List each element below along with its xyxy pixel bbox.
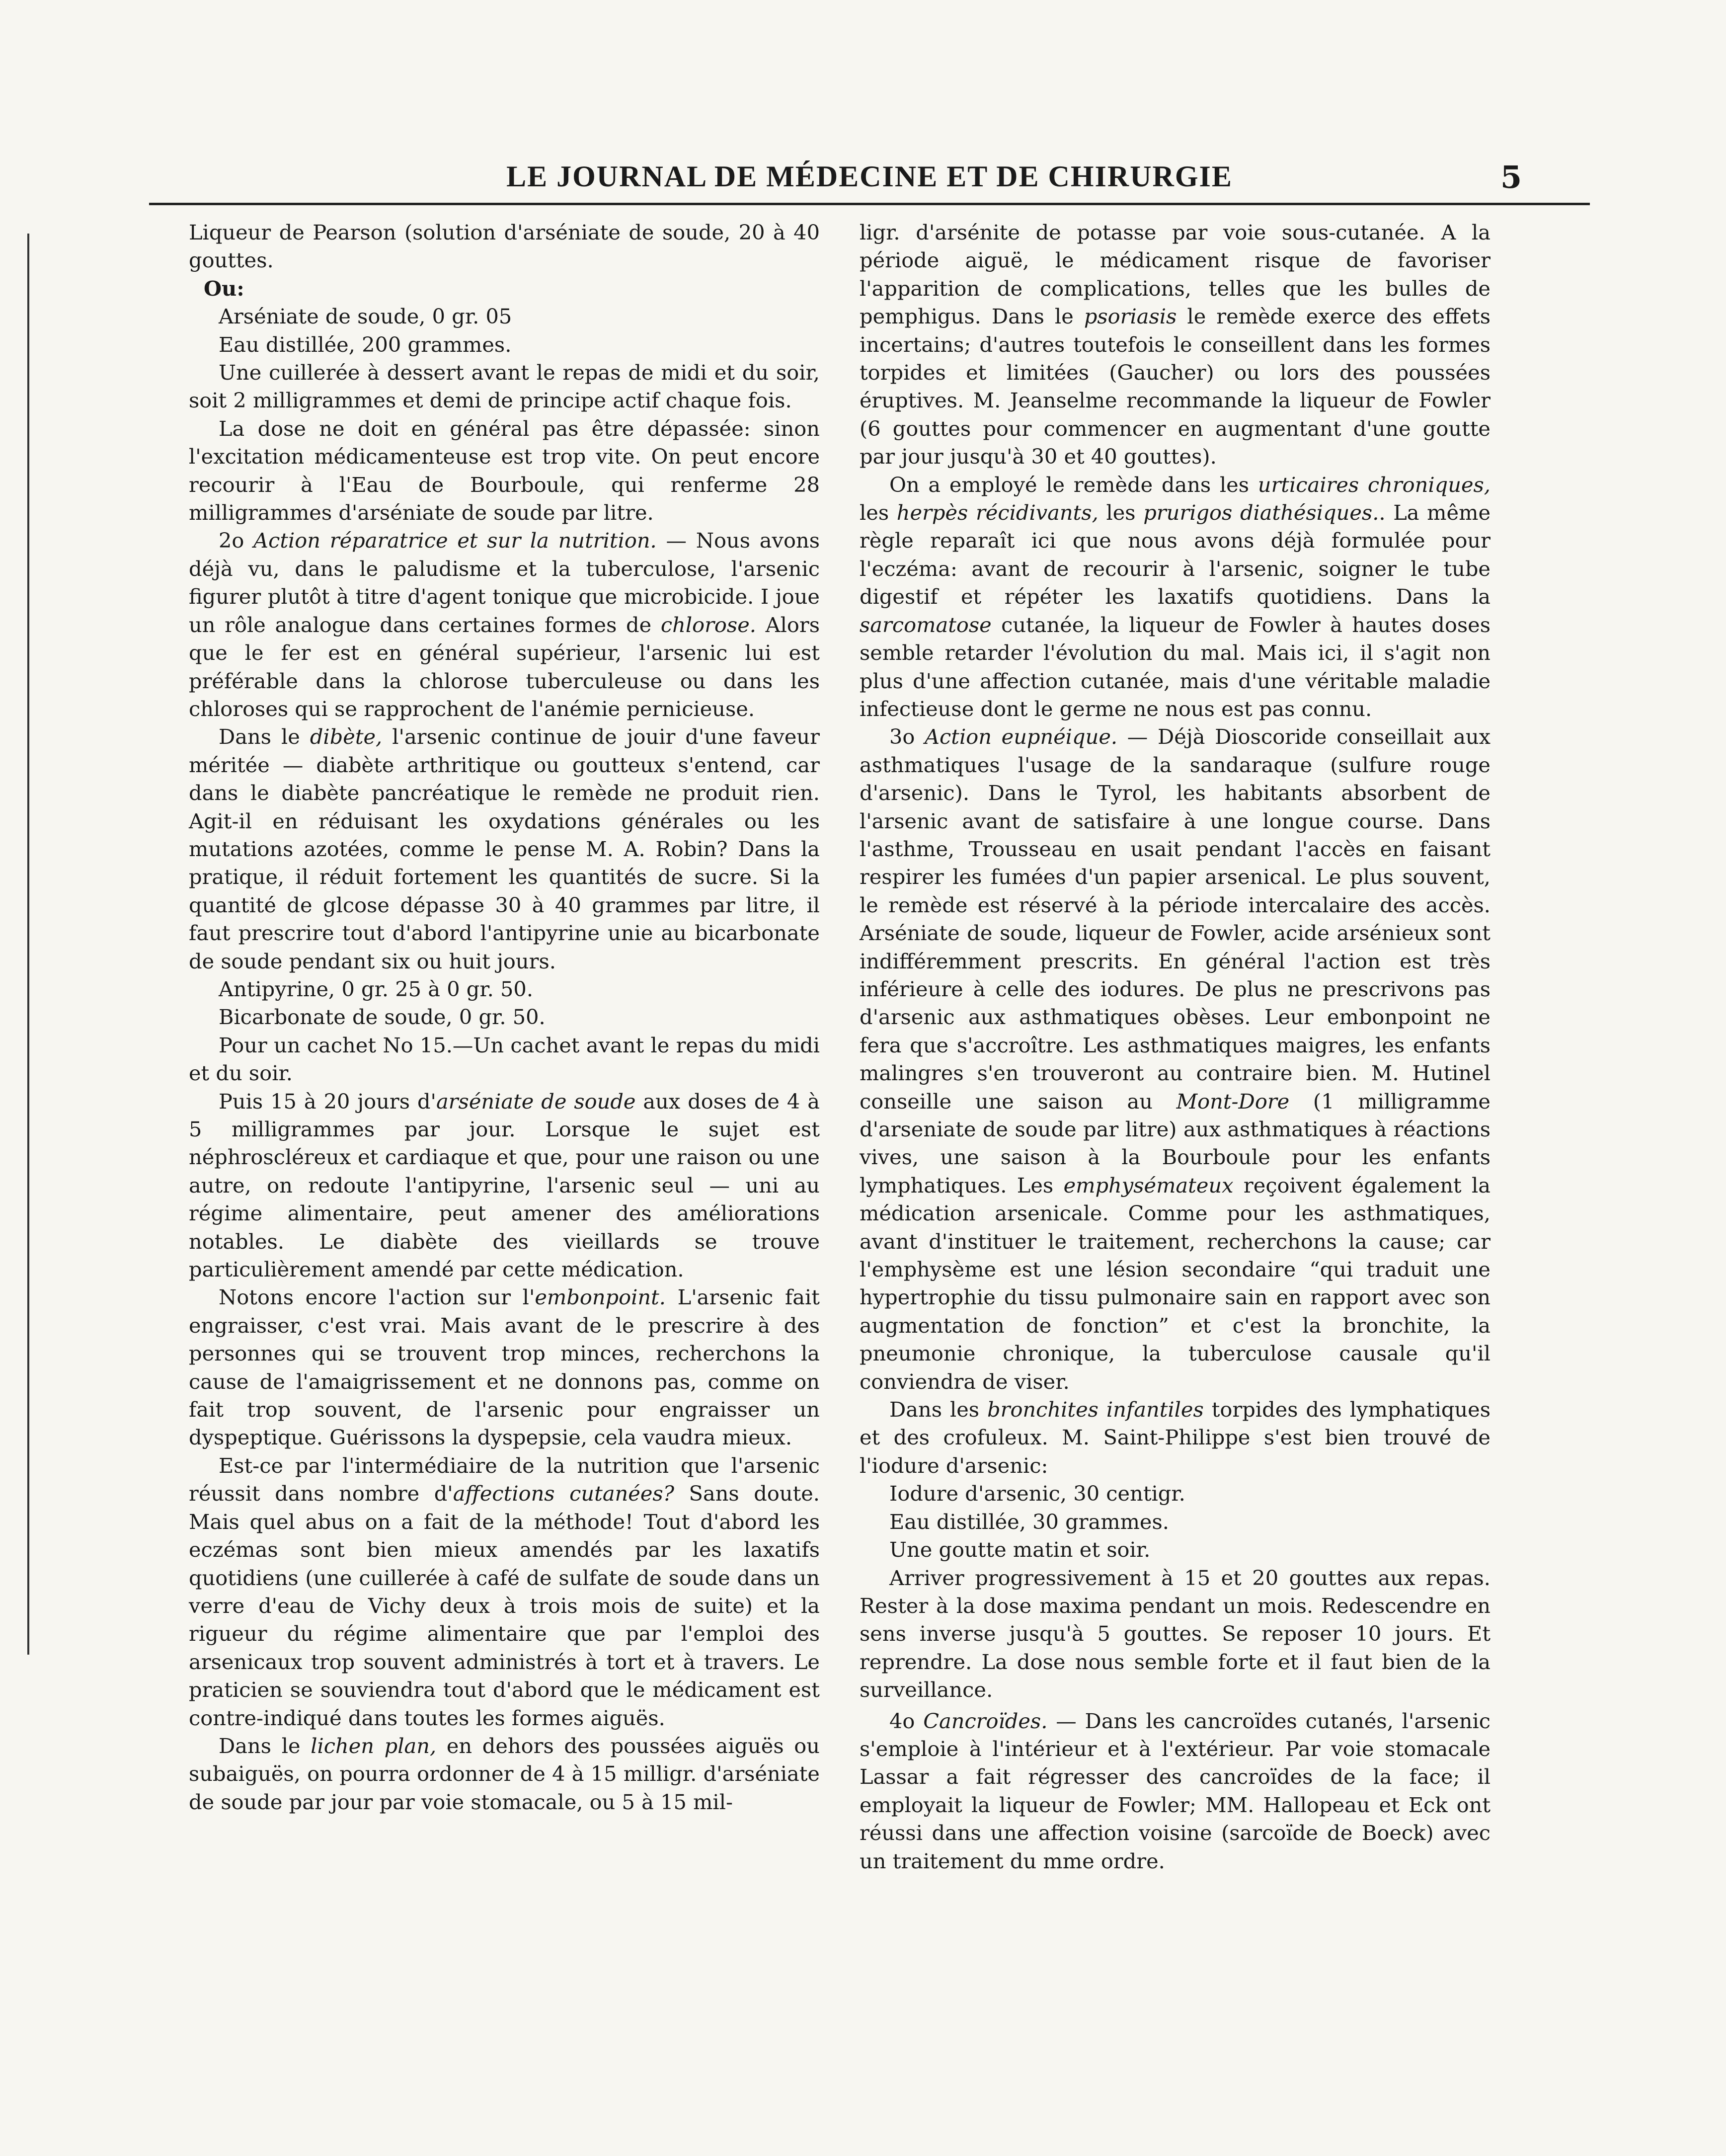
text-run: reçoivent également la médication arsenicale. Comme pour les asthmatiques, avant d'instituer le traitement, recherchons la cause; car l'emphysème est une lésion secondaire “qui traduit une hypertrophie du tissu pulmonaire sain en rapport avec son augmentation de fonction” et c'est la bronchite, la pneumonie chronique, la tuberculose causale qu'il conviendra de viser. — [860, 1173, 1491, 1394]
italic-term: dibète, — [310, 724, 383, 749]
right-column — [860, 219, 1491, 1875]
left-column — [189, 219, 820, 1816]
italic-term: herpès récidivants, — [896, 500, 1098, 525]
binding-edge-line — [27, 234, 29, 1655]
italic-term: chlorose. — [660, 612, 756, 637]
text-run: — Nous avons déjà vu, dans le paludisme et la tuberculose, l'arsenic figurer plutôt à titre d'agent tonique que microbicide. I joue un rôle analogue dans certaines formes de — [189, 528, 820, 637]
text-run: Dans le — [219, 724, 310, 749]
paragraph — [860, 219, 1491, 471]
running-title: LE JOURNAL DE MÉDECINE ET DE CHIRURGIE — [506, 160, 1233, 193]
text-run: le remède exerce des effets incertains; d'autres toutefois le conseillent dans les formes torpides et limitées (Gaucher) ou lors des poussées éruptives. M. Jeanselme recommande la liqueur de Fowler (6 gouttes pour commencer en augmentant d'une goutte par jour jusqu'à 30 et 40 gouttes). — [860, 304, 1491, 469]
italic-term: embonpoint. — [535, 1285, 666, 1310]
section-heading: Action réparatrice et sur la nutrition. — [253, 528, 657, 553]
text-run: On a employé le remède dans les — [889, 472, 1258, 497]
text-run: . La même règle reparaît ici que nous avons déjà formulée pour l'eczéma: avant de recourir à l'arsenic, soigner le tube digestif et répéter les laxatifs quotidiens. Dans la — [860, 500, 1491, 609]
section-number: 4o — [889, 1708, 924, 1733]
text-run: (1 milligramme d'arseniate de soude par litre) aux asthmatiques à réactions vives, une saison à la Bourboule pour les enfants lymphatiques. Les — [860, 1089, 1491, 1198]
text-run: en dehors des poussées aiguës ou subaiguës, on pourra ordonner de 4 à 15 milligr. d'arséniate de soude par jour par voie stomacale, ou 5 à 15 mil- — [189, 1733, 820, 1814]
text-run: aux doses de 4 à 5 milligrammes par jour. Lorsque le sujet est néphroscléreux et cardiaque et que, pour une raison ou une autre, on redoute l'antipyrine, l'arsenic seul — uni au régime alimentaire, peut amener des améliorations notables. Le diabète des vieillards se trouve particulièrement amendé par cette médication. — [189, 1089, 820, 1282]
text-run: les — [860, 500, 897, 525]
text-run: cutanée, la liqueur de Fowler à hautes doses semble retarder l'évolution du mal. Mais ici, il s'agit non plus d'une affection cutanée, mais d'une véritable maladie infectieuse dont le germe ne nous est pas connu. — [860, 612, 1491, 721]
prescription-line: Iodure d'arsenic, 30 centigr. — [889, 1481, 1185, 1506]
text-run: l'arsenic continue de jouir d'une faveur méritée — diabète arthritique ou goutteux s'entend, car dans le diabète pancréatique le remède ne produit rien. Agit-il en réduisant les oxydations générales ou les mutations azotées, comme le pense M. A. Robin? Dans la pratique, il réduit fortement les quantités de sucre. Si la quantité de glcose dépasse 30 à 40 grammes par litre, il faut prescrire tout d'abord l'antipyrine unie au bicarbonate de soude pendant six ou huit jours. — [189, 724, 820, 973]
paragraph — [860, 471, 1491, 723]
prescription-line: Bicarbonate de soude, 0 gr. 50. — [219, 1005, 546, 1030]
paragraph: Liqueur de Pearson (solution d'arséniate de soude, 20 à 40 gouttes. — [189, 220, 820, 273]
section-paragraph-cancroides — [860, 1707, 1491, 1875]
page-number: 5 — [1500, 159, 1522, 195]
italic-term: sarcomatose — [860, 612, 992, 637]
header-rule — [149, 203, 1590, 205]
section-heading: Cancroïdes. — [923, 1708, 1048, 1733]
paragraph: Arriver progressivement à 15 et 20 gouttes aux repas. Rester à la dose maxima pendant un mois. Redescendre en sens inverse jusqu'à 5 gouttes. Se reposer 10 jours. Et reprendre. La dose nous semble forte et il faut bien de la surveillance. — [860, 1565, 1491, 1702]
paragraph — [189, 1452, 820, 1732]
text-run: Est-ce par l'intermédiaire de la nutrition que l'arsenic réussit dans nombre d' — [189, 1453, 820, 1506]
italic-term: emphysémateux — [1063, 1173, 1234, 1198]
prescription-line: Arséniate de soude, 0 gr. 05 — [219, 304, 512, 329]
italic-term: affections cutanées? — [453, 1481, 674, 1506]
text-run: Dans les — [889, 1397, 988, 1422]
section-number: 3o — [889, 724, 925, 749]
text-run: Alors que le fer est en général supérieur, l'arsenic lui est préférable dans la chlorose tuberculeuse ou dans les chloroses qui se rapprochent de l'anémie pernicieuse. — [189, 612, 820, 721]
text-run: Dans le — [219, 1733, 311, 1758]
italic-term: urticaires chroniques, — [1257, 472, 1491, 497]
section-paragraph-eupneique — [860, 723, 1491, 1396]
paragraph — [189, 1283, 820, 1451]
prescription-line: Une goutte matin et soir. — [889, 1537, 1151, 1562]
prescription-line: Eau distillée, 200 grammes. — [219, 332, 512, 357]
paragraph — [189, 1732, 820, 1816]
italic-term: bronchites infantiles — [987, 1397, 1204, 1422]
italic-term: arséniate de soude — [436, 1089, 636, 1114]
paragraph: Une cuillerée à dessert avant le repas de midi et du soir, soit 2 milligrammes et demi de principe actif chaque fois. — [189, 360, 820, 413]
paragraph: Ou: — [204, 276, 244, 301]
paragraph — [189, 723, 820, 975]
text-run: — Dans les cancroïdes cutanés, l'arsenic s'emploie à l'intérieur et à l'extérieur. Par voie stomacale Lassar a fait régresser des cancroïdes de la face; il employait la liqueur de Fowler; MM. Hallopeau et Eck ont réussi dans une affection voisine (sarcoïde de Boeck) avec un traitement du mme ordre. — [860, 1708, 1491, 1873]
prescription-line: Eau distillée, 30 grammes. — [889, 1509, 1169, 1534]
italic-term: psoriasis — [1084, 304, 1177, 329]
prescription-line: Antipyrine, 0 gr. 25 à 0 gr. 50. — [219, 976, 534, 1001]
text-run: torpides des lymphatiques et des crofuleux. M. Saint-Philippe s'est bien trouvé de l'iodure d'arsenic: — [860, 1397, 1491, 1478]
text-run: L'arsenic fait engraisser, c'est vrai. Mais avant de le prescrire à des personnes qui se trouvent trop minces, recherchons la cause de l'amaigrissement et ne donnons pas, comme on fait trop souvent, de l'arsenic pour engraisser un dyspeptique. Guérissons la dyspepsie, cela vaudra mieux. — [189, 1285, 820, 1450]
paragraph — [189, 1088, 820, 1284]
section-heading: Action eupnéique. — [925, 724, 1118, 749]
section-number: 2o — [219, 528, 254, 553]
text-run: Sans doute. Mais quel abus on a fait de la méthode! Tout d'abord les eczémas sont bien mieux amendés par les laxatifs quotidiens (une cuillerée à café de sulfate de soude dans un verre d'eau de Vichy deux à trois mois de suite) et la rigueur du régime alimentaire que par l'emploi des arsenicaux trop souvent administrés à tort et à travers. Le praticien se souviendra tout d'abord que le médicament est contre-indiqué dans toutes les formes aiguës. — [189, 1481, 820, 1730]
paragraph: La dose ne doit en général pas être dépassée: sinon l'excitation médicamenteuse est trop vite. On peut encore recourir à l'Eau de Bourboule, qui renferme 28 milligrammes d'arséniate de soude par litre. — [189, 416, 820, 525]
italic-term: Mont-Dore — [1176, 1089, 1290, 1114]
text-run: Notons encore l'action sur l' — [219, 1285, 535, 1310]
text-run: les — [1098, 500, 1144, 525]
paragraph: Pour un cachet No 15.—Un cachet avant le repas du midi et du soir. — [189, 1033, 820, 1086]
section-paragraph-nutrition — [189, 527, 820, 723]
italic-term: lichen plan, — [311, 1733, 437, 1758]
text-run: — Déjà Dioscoride conseillait aux asthmatiques l'usage de la sandaraque (sulfure rouge d'arsenic). Dans le Tyrol, les habitants absorbent de l'arsenic avant de satisfaire à une longue course. Dans l'asthme, Trousseau en usait pendant l'accès en faisant respirer les fumées d'un papier arsenical. Le plus souvent, le remède est réservé à la période intercalaire des accès. Arséniate de soude, liqueur de Fowler, acide arsénieux sont indifféremment prescrits. En général l'action est très inférieure à celle des iodures. De plus ne prescrivons pas d'arsenic aux asthmatiques obèses. Leur embonpoint ne fera que s'accroître. Les asthmatiques maigres, les enfants malingres s'en trouveront au contraire bien. M. Hutinel conseille une saison au — [860, 724, 1491, 1114]
page-header — [149, 149, 1590, 204]
text-run: ligr. d'arsénite de potasse par voie sous-cutanée. A la période aiguë, le médicament risque de favoriser l'apparition de complications, telles que les bulles de pemphigus. Dans le — [860, 220, 1491, 329]
paragraph — [860, 1396, 1491, 1480]
italic-term: prurigos diathésiques. — [1143, 500, 1379, 525]
text-run: Puis 15 à 20 jours d' — [219, 1089, 436, 1114]
